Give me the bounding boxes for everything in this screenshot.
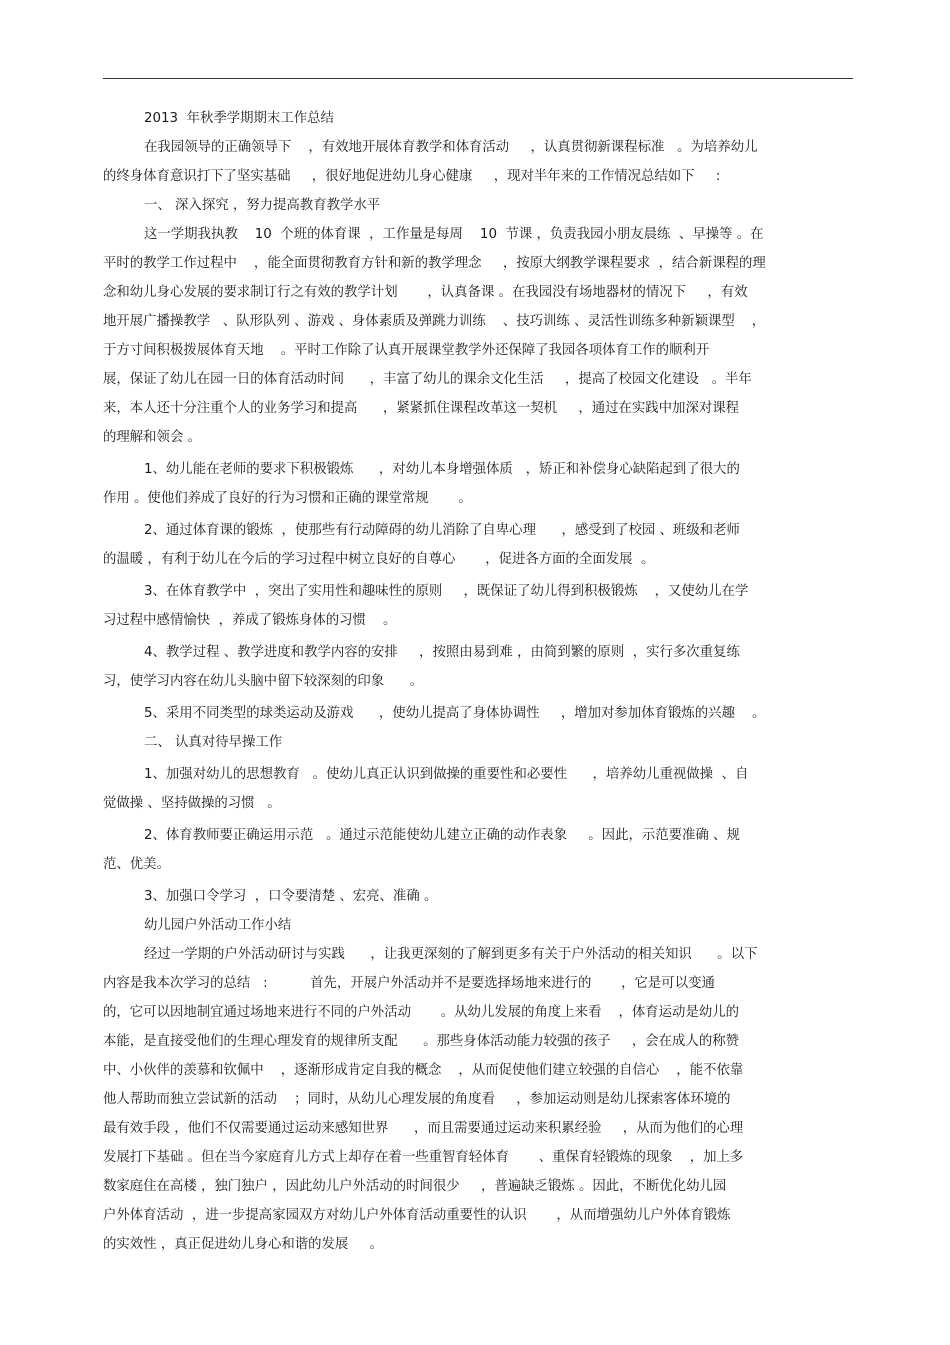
- text-line: 范、优美。: [103, 857, 170, 872]
- text-line: 本能，是直接受他们的生理心理发育的规律所支配 。那些身体活动能力较强的孩子 ，会在成人的称赞: [103, 1034, 740, 1049]
- text-line: 作用 。使他们养成了良好的行为习惯和正确的课堂常规 。: [103, 491, 472, 506]
- text-line: 一、 深入探究 ，努力提高教育教学水平: [144, 198, 381, 213]
- text-line: 展，保证了幼儿在园一日的体育活动时间 ，丰富了幼儿的课余文化生活 ，提高了校园文化建设 。半年: [103, 372, 752, 387]
- text-line: 数家庭住在高楼 ，独门独户 ，因此幼儿户外活动的时间很少 ，普遍缺乏锻炼 。因此，不断优化幼儿园: [103, 1179, 727, 1194]
- text-line: 内容是我本次学习的总结 : 首先，开展户外活动并不是要选择场地来进行的 ，它是可以变通: [103, 976, 715, 991]
- text-line: 2、体育教师要正确运用示范 。通过示范能使幼儿建立正确的动作表象 。因此，示范要准确 、规: [144, 828, 740, 843]
- document-body: [103, 104, 848, 1259]
- text-line: 的实效性 ，真正促进幼儿身心和谐的发展 。: [103, 1237, 383, 1252]
- text-line: 习过程中感情愉快 ，养成了锻炼身体的习惯 。: [103, 613, 397, 628]
- text-line: 的终身体育意识打下了坚实基础 ，很好地促进幼儿身心健康 ，现对半年来的工作情况总结如下 :: [103, 169, 721, 184]
- text-line: 的，它可以因地制宜通过场地来进行不同的户外活动 。从幼儿发展的角度上来看 ，体育运动是幼儿的: [103, 1005, 740, 1020]
- text-line: 幼儿园户外活动工作小结: [144, 918, 292, 933]
- text-line: 最有效手段 ，他们不仅需要通过运动来感知世界 ，而且需要通过运动来积累经验 ，从而为他们的心理: [103, 1121, 744, 1136]
- header-rule: [103, 78, 853, 79]
- text-line: 这一学期我执教 10 个班的体育课 ，工作量是每周 10 节课 ，负责我园小朋友晨练 、早操等 。在: [144, 227, 764, 242]
- text-line: 二、 认真对待早操工作: [144, 735, 283, 750]
- text-line: 于方寸间积极拨展体育天地 。平时工作除了认真开展课堂教学外还保障了我园各项体育工作的顺利开: [103, 343, 710, 358]
- text-line: 中、小伙伴的羡慕和钦佩中 ，逐渐形成肯定自我的概念 ，从而促使他们建立较强的自信心 ，能不依靠: [103, 1063, 744, 1078]
- text-line: 发展打下基础 。但在当今家庭育儿方式上却存在着一些重智育轻体育 、重保育轻锻炼的现象 ，加上多: [103, 1150, 744, 1165]
- text-line: 经过一学期的户外活动研讨与实践 ，让我更深刻的了解到更多有关于户外活动的相关知识 。以下: [144, 947, 758, 962]
- text-line: 习，使学习内容在幼儿头脑中留下较深刻的印象 。: [103, 674, 424, 689]
- text-line: 他人帮助而独立尝试新的活动 ；同时，从幼儿心理发展的角度看 ，参加运动则是幼儿探索客体环境的: [103, 1092, 731, 1107]
- text-line: 平时的教学工作过程中 ，能全面贯彻教育方针和新的教学理念 ，按原大纲教学课程要求 ，结合新课程的理: [103, 256, 766, 271]
- text-line: 在我园领导的正确领导下 ，有效地开展体育教学和体育活动 ，认真贯彻新课程标准 。为培养幼儿: [144, 140, 758, 155]
- text-line: 地开展广播操教学 、队形队列 、游戏 、身体素质及弹跳力训练 、技巧训练 、灵活性训练多种新颖课型 ，: [103, 314, 766, 329]
- text-line: 3、加强口令学习 ，口令要清楚 、宏亮、准确 。: [144, 889, 438, 904]
- text-line: 来，本人还十分注重个人的业务学习和提高 ，紧紧抓住课程改革这一契机 ，通过在实践中加深对课程: [103, 401, 740, 416]
- text-line: 觉做操 、坚持做操的习惯 。: [103, 796, 281, 811]
- document-title: 2013 年秋季学期期末工作总结: [144, 111, 334, 126]
- text-line: 1、加强对幼儿的思想教育 。使幼儿真正认识到做操的重要性和必要性 ，培养幼儿重视做操 、自: [144, 767, 749, 782]
- text-line: 2、通过体育课的锻炼 ，使那些有行动障碍的幼儿消除了自卑心理 ，感受到了校园 、班级和老师: [144, 523, 740, 538]
- text-line: 4、教学过程 、教学进度和教学内容的安排 ，按照由易到难 ，由简到繁的原则 ，实行多次重复练: [144, 645, 740, 660]
- text-line: 3、在体育教学中 ，突出了实用性和趣味性的原则 ，既保证了幼儿得到积极锻炼 ，又使幼儿在学: [144, 584, 749, 599]
- text-line: 的温暖 ，有利于幼儿在今后的学习过程中树立良好的自尊心 ，促进各方面的全面发展 。: [103, 552, 655, 567]
- text-line: 的理解和领会 。: [103, 430, 201, 445]
- text-line: 户外体育活动 ，进一步提高家园双方对幼儿户外体育活动重要性的认识 ，从而增强幼儿户外体育锻炼: [103, 1208, 731, 1223]
- text-line: 1、幼儿能在老师的要求下积极锻炼 ，对幼儿本身增强体质 ，矫正和补偿身心缺陷起到了很大的: [144, 462, 740, 477]
- text-line: 念和幼儿身心发展的要求制订行之有效的教学计划 ，认真备课 。在我园没有场地器材的情况下 ，有效: [103, 285, 748, 300]
- text-line: 5、采用不同类型的球类运动及游戏 ，使幼儿提高了身体协调性 ，增加对参加体育锻炼的兴趣 。: [144, 706, 766, 721]
